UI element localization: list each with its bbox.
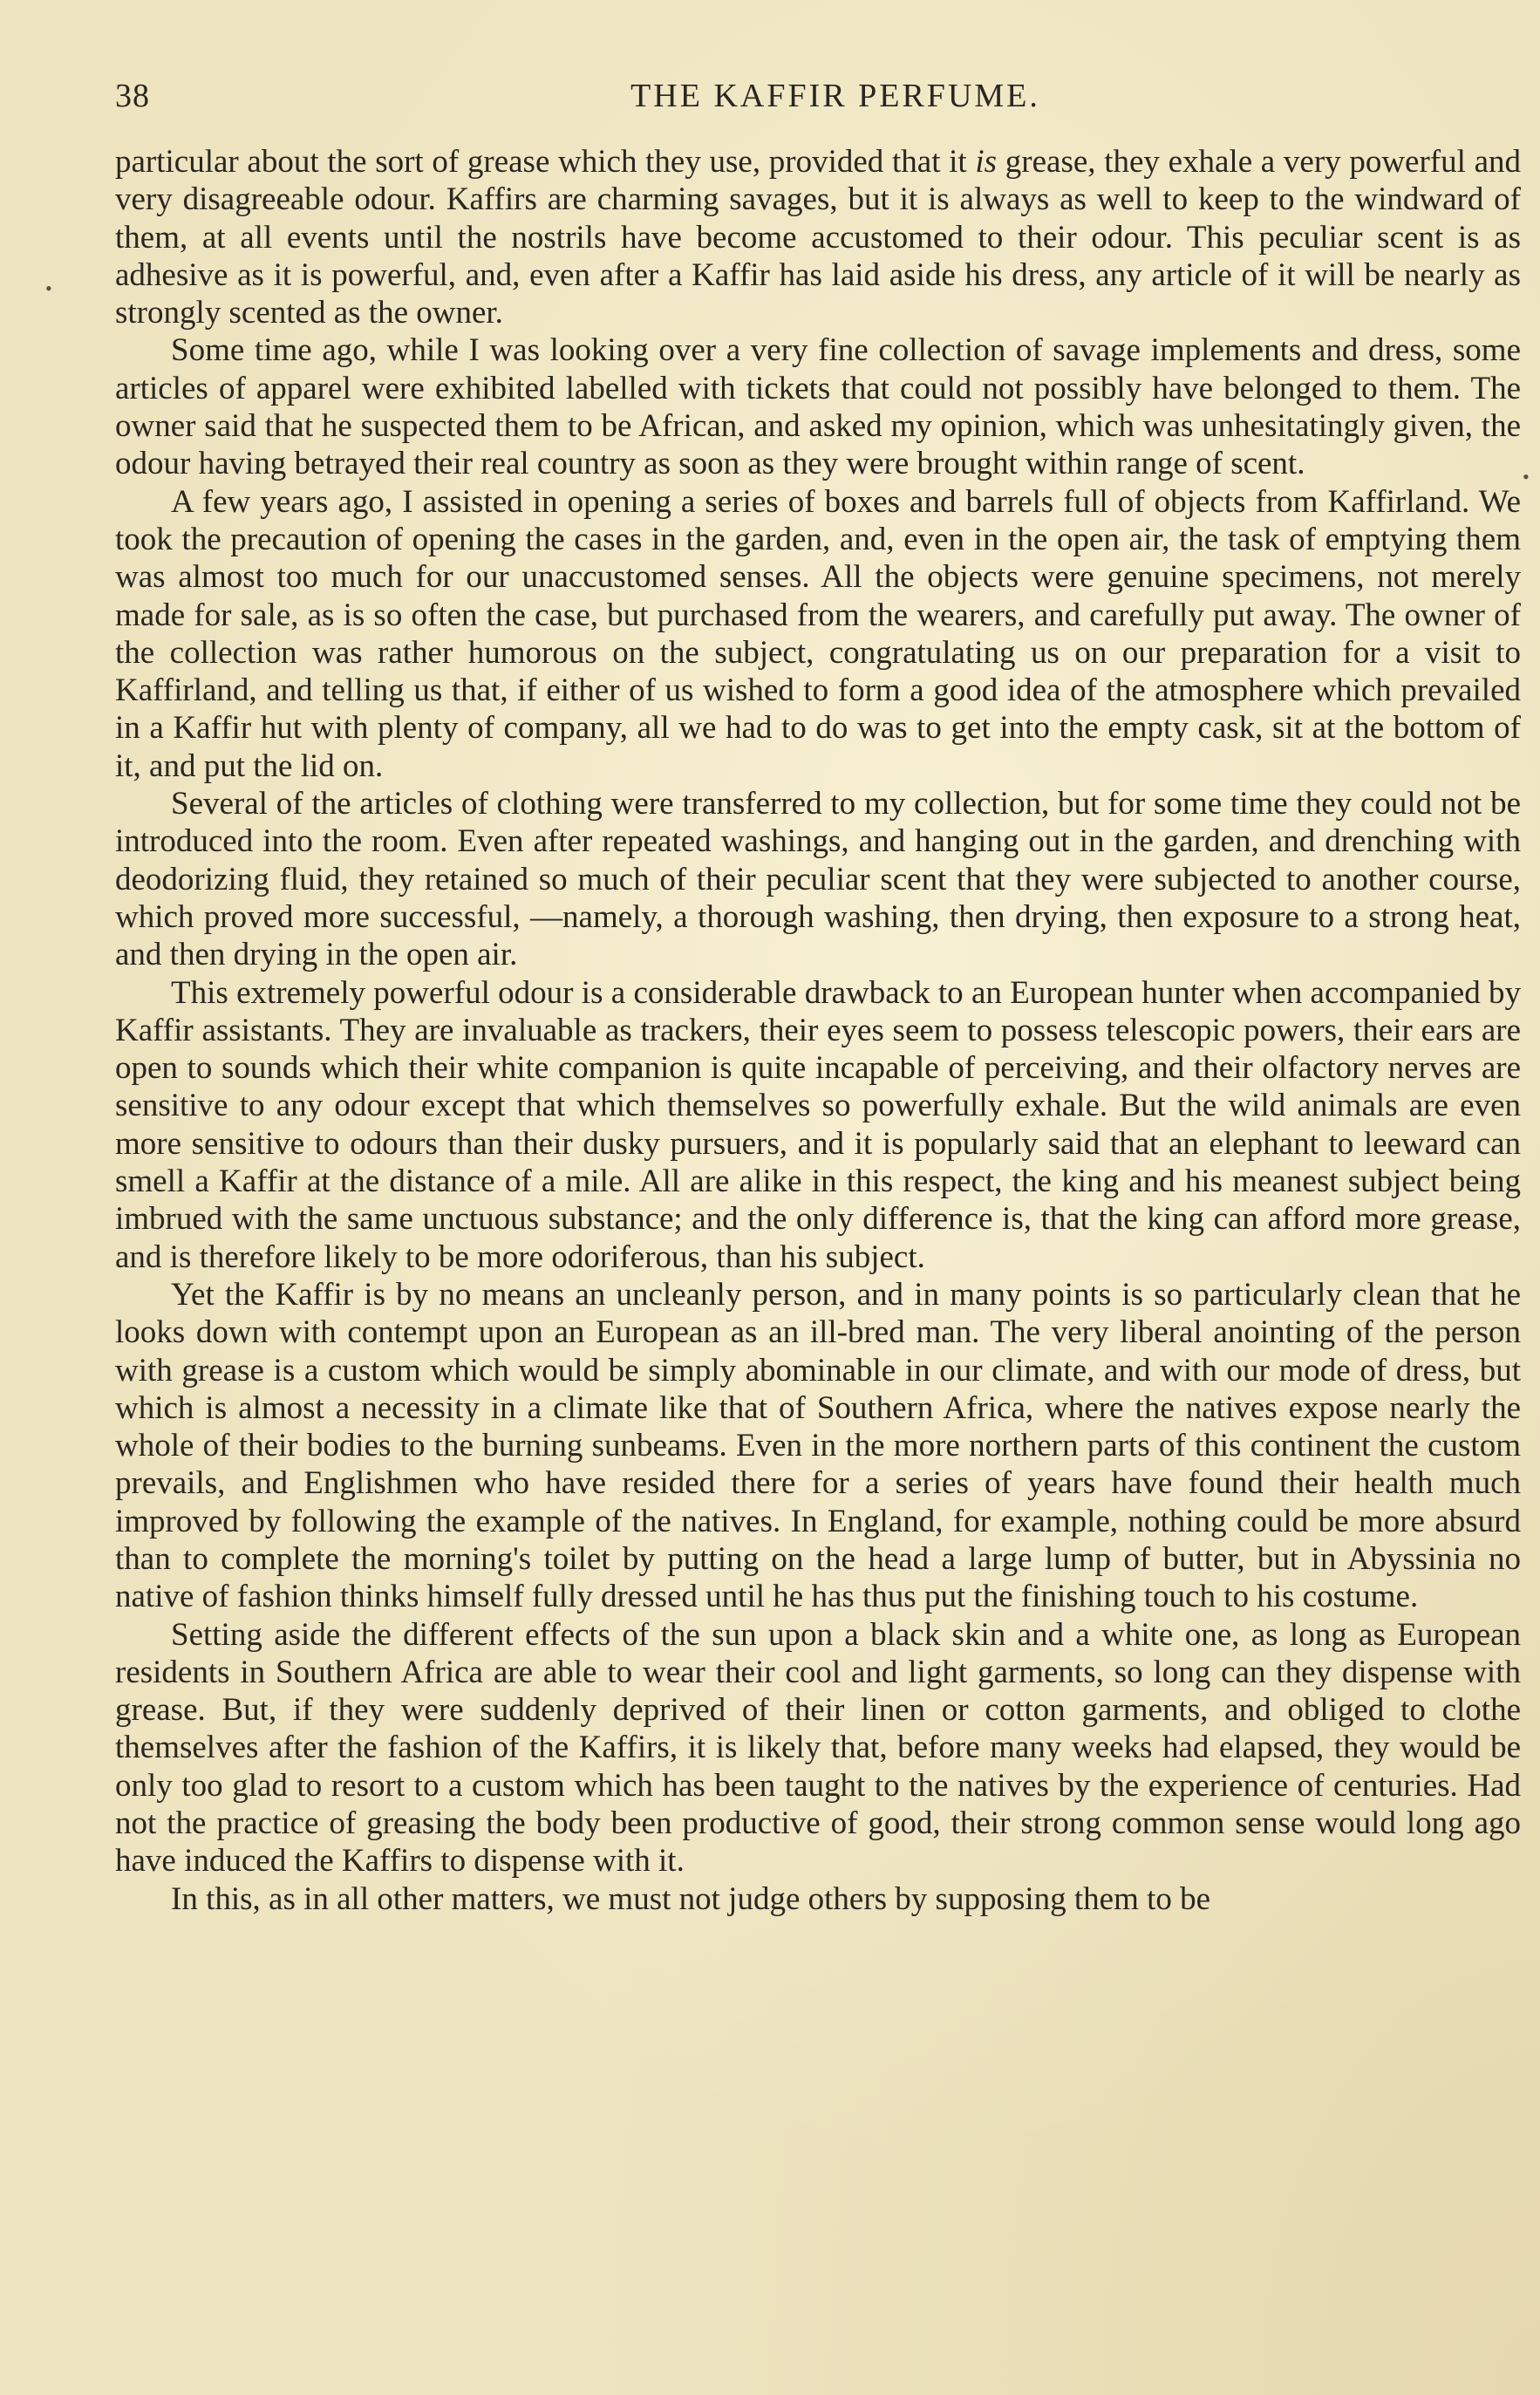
- running-title: THE KAFFIR PERFUME.: [630, 78, 1040, 114]
- margin-speck: •: [45, 277, 52, 299]
- running-head: [115, 77, 1521, 120]
- paragraph: [115, 785, 1521, 973]
- body-text: [115, 143, 1521, 1918]
- paragraph: [115, 143, 1521, 331]
- paragraph: [115, 974, 1521, 1276]
- paragraph-text: A few years ago, I assisted in opening a series of boxes and barrels full of objects from Kaffirland. We took the precaution of opening the cases in the garden, and, even in the open air, the task of emptying them was almost too much for our unaccustomed senses. All the objects were genuine specimens, not merely made for sale, as is so often the case, but purchased from the wearers, and carefully put away. The owner of the collection was rather humorous on the subject, congratulating us on our preparation for a visit to Kaffirland, and telling us that, if either of us wished to form a good idea of the atmosphere which prevailed in a Kaffir hut with plenty of company, all we had to do was to get into the empty cask, sit at the bottom of it, and put the lid on.: [115, 483, 1521, 784]
- paragraph-text: This extremely powerful odour is a considerable drawback to an European hunter when accompanied by Kaffir assistants. They are invaluable as trackers, their eyes seem to possess telescopic powers, their ears are open to sounds which their white companion is quite incapable of perceiving, and their olfactory nerves are sensitive to any odour except that which themselves so powerfully exhale. But the wild animals are even more sensitive to odours than their dusky pursuers, and it is popularly said that an elephant to leeward can smell a Kaffir at the distance of a mile. All are alike in this respect, the king and his meanest subject being imbrued with the same unctuous substance; and the only difference is, that the king can afford more grease, and is therefore likely to be more odoriferous, than his subject.: [115, 974, 1521, 1275]
- paragraph-text: Several of the articles of clothing were transferred to my collection, but for some time they could not be introduced into the room. Even after repeated washings, and hanging out in the garden, and drenching with deodorizing fluid, they retained so much of their peculiar scent that they were subjected to another course, which proved more successful, —namely, a thorough washing, then drying, then exposure to a strong heat, and then drying in the open air.: [115, 786, 1521, 973]
- paragraph: [115, 331, 1521, 482]
- paragraph: [115, 1880, 1521, 1918]
- paragraph-text: grease, they exhale a very powerful and very disagreeable odour. Kaffirs are charming savages, but it is always as well to keep to the windward of them, at all events until the nostrils have become accustomed to their odour. This peculiar scent is as adhesive as it is powerful, and, even after a Kaffir has laid aside his dress, any article of it will be nearly as strongly scented as the owner.: [115, 144, 1521, 331]
- paragraph-text: In this, as in all other matters, we must not judge others by supposing them to be: [171, 1880, 1211, 1917]
- paragraph-text: Setting aside the different effects of the sun upon a black skin and a white one, as long as European residents in Southern Africa are able to wear their cool and light garments, so long can they dispense with grease. But, if they were suddenly deprived of their linen or cotton garments, and obliged to clothe themselves after the fashion of the Kaffirs, it is likely that, before many weeks had elapsed, they would be only too glad to resort to a custom which has been taught to the natives by the experience of centuries. Had not the practice of greasing the body been productive of good, their strong common sense would long ago have induced the Kaffirs to dispense with it.: [115, 1616, 1521, 1880]
- paragraph-text: Some time ago, while I was looking over a very fine collection of savage implements and dress, some articles of apparel were exhibited labelled with tickets that could not possibly have belonged to them. The owner said that he suspected them to be African, and asked my opinion, which was unhesitatingly given, the odour having betrayed their real country as soon as they were brought within range of scent.: [115, 332, 1521, 482]
- italic-text: is: [975, 144, 998, 180]
- paragraph-text: particular about the sort of grease which they use, provided that it: [115, 144, 976, 180]
- paragraph: [115, 1276, 1521, 1616]
- page-number: 38: [115, 78, 150, 114]
- margin-speck: •: [1523, 466, 1530, 488]
- paragraph: [115, 483, 1521, 785]
- paragraph-text: Yet the Kaffir is by no means an uncleanly person, and in many points is so particularly clean that he looks down with contempt upon an European as an ill-bred man. The very liberal anointing of the person with grease is a custom which would be simply abominable in our climate, and with our mode of dress, but which is almost a necessity in a climate like that of Southern Africa, where the natives expose nearly the whole of their bodies to the burning sunbeams. Even in the more northern parts of this continent the custom prevails, and Englishmen who have resided there for a series of years have found their health much improved by following the example of the natives. In England, for example, nothing could be more absurd than to complete the morning's toilet by putting on the head a large lump of butter, but in Abyssinia no native of fashion thinks himself fully dressed until he has thus put the finishing touch to his costume.: [115, 1276, 1521, 1615]
- paragraph: [115, 1616, 1521, 1880]
